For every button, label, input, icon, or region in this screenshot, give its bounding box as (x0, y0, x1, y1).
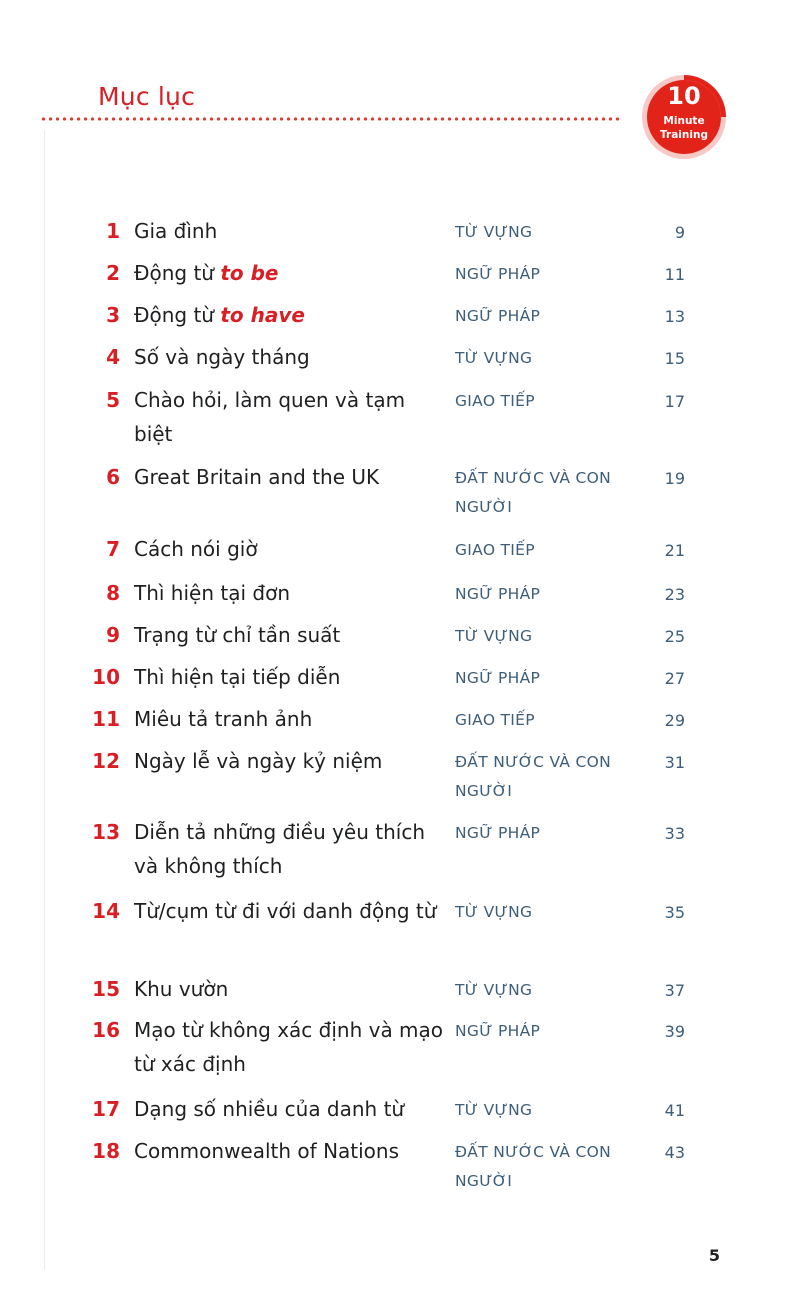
entry-page: 37 (664, 981, 685, 1000)
entry-number: 5 (106, 388, 120, 412)
entry-number: 1 (106, 219, 120, 243)
entry-title: Gia đình (134, 219, 218, 243)
entry-category: GIAO TIẾP (455, 541, 535, 559)
entry-page: 31 (664, 753, 685, 772)
entry-number: 7 (106, 537, 120, 561)
entry-page: 11 (664, 265, 685, 284)
entry-title: Động từ to have (134, 303, 305, 327)
badge-number: 10 (667, 82, 701, 110)
entry-title: Miêu tả tranh ảnh (134, 707, 313, 731)
entry-page: 39 (664, 1022, 685, 1041)
entry-number: 13 (92, 820, 120, 844)
entry-number: 4 (106, 345, 120, 369)
entry-title-emphasis: to have (220, 303, 305, 327)
entry-title: Diễn tả những điều yêu thích và không thích (134, 820, 426, 878)
page-number: 5 (708, 1246, 720, 1265)
entry-page: 13 (664, 307, 685, 326)
entry-title: Động từ to be (134, 261, 279, 285)
entry-title: Dạng số nhiều của danh từ (134, 1097, 405, 1121)
entry-number: 15 (92, 977, 120, 1001)
page-title: Mục lục (98, 82, 196, 111)
entry-number: 9 (106, 623, 120, 647)
entry-page: 41 (664, 1101, 685, 1120)
entry-page: 19 (664, 469, 685, 488)
entry-number: 11 (92, 707, 120, 731)
entry-number: 8 (106, 581, 120, 605)
entry-number: 18 (92, 1139, 120, 1163)
entry-title: Chào hỏi, làm quen và tạm biệt (134, 388, 406, 446)
entry-page: 27 (664, 669, 685, 688)
entry-category: NGỮ PHÁP (455, 1022, 541, 1040)
entry-category: ĐẤT NƯỚC VÀ CON NGƯỜI (455, 469, 612, 516)
entry-category: ĐẤT NƯỚC VÀ CON NGƯỜI (455, 1143, 612, 1190)
entry-page: 15 (664, 349, 685, 368)
entry-title: Thì hiện tại tiếp diễn (134, 665, 341, 689)
entry-page: 35 (664, 903, 685, 922)
entry-page: 25 (664, 627, 685, 646)
entry-category: GIAO TIẾP (455, 711, 535, 729)
entry-category: TỪ VỰNG (455, 981, 533, 999)
entry-title: Cách nói giờ (134, 537, 258, 561)
entry-title: Commonwealth of Nations (134, 1139, 400, 1163)
entry-page: 23 (664, 585, 685, 604)
entry-category: NGỮ PHÁP (455, 669, 541, 687)
entry-category: TỪ VỰNG (455, 1101, 533, 1119)
entry-page: 9 (674, 223, 685, 242)
entry-category: NGỮ PHÁP (455, 585, 541, 603)
badge-line-2: Training (660, 129, 708, 141)
entry-page: 43 (664, 1143, 685, 1162)
entry-category: NGỮ PHÁP (455, 265, 541, 283)
badge-line-1: Minute (663, 115, 705, 127)
entry-number: 12 (92, 749, 120, 773)
entry-title: Khu vườn (134, 977, 229, 1001)
entry-title: Trạng từ chỉ tần suất (134, 623, 341, 647)
entry-title: Thì hiện tại đơn (134, 581, 290, 605)
entry-category: TỪ VỰNG (455, 627, 533, 645)
entry-category: TỪ VỰNG (455, 349, 533, 367)
entry-number: 2 (106, 261, 120, 285)
entry-number: 16 (92, 1018, 120, 1042)
entry-title: Từ/cụm từ đi với danh động từ (134, 899, 437, 923)
entry-category: NGỮ PHÁP (455, 307, 541, 325)
entry-number: 3 (106, 303, 120, 327)
entry-page: 29 (664, 711, 685, 730)
entry-category: NGỮ PHÁP (455, 824, 541, 842)
entry-category: TỪ VỰNG (455, 903, 533, 921)
entry-title: Great Britain and the UK (134, 465, 380, 489)
entry-number: 14 (92, 899, 120, 923)
entry-page: 21 (664, 541, 685, 560)
entry-category: TỪ VỰNG (455, 223, 533, 241)
entry-title: Số và ngày tháng (134, 345, 310, 369)
entry-number: 17 (92, 1097, 120, 1121)
entry-category: ĐẤT NƯỚC VÀ CON NGƯỜI (455, 753, 612, 800)
entry-title-emphasis: to be (220, 261, 279, 285)
entry-category: GIAO TIẾP (455, 392, 535, 410)
entry-title: Ngày lễ và ngày kỷ niệm (134, 749, 383, 773)
entry-title: Mạo từ không xác định và mạo từ xác định (134, 1018, 444, 1076)
entry-page: 33 (664, 824, 685, 843)
entry-number: 10 (92, 665, 120, 689)
entry-page: 17 (664, 392, 685, 411)
entry-number: 6 (106, 465, 120, 489)
